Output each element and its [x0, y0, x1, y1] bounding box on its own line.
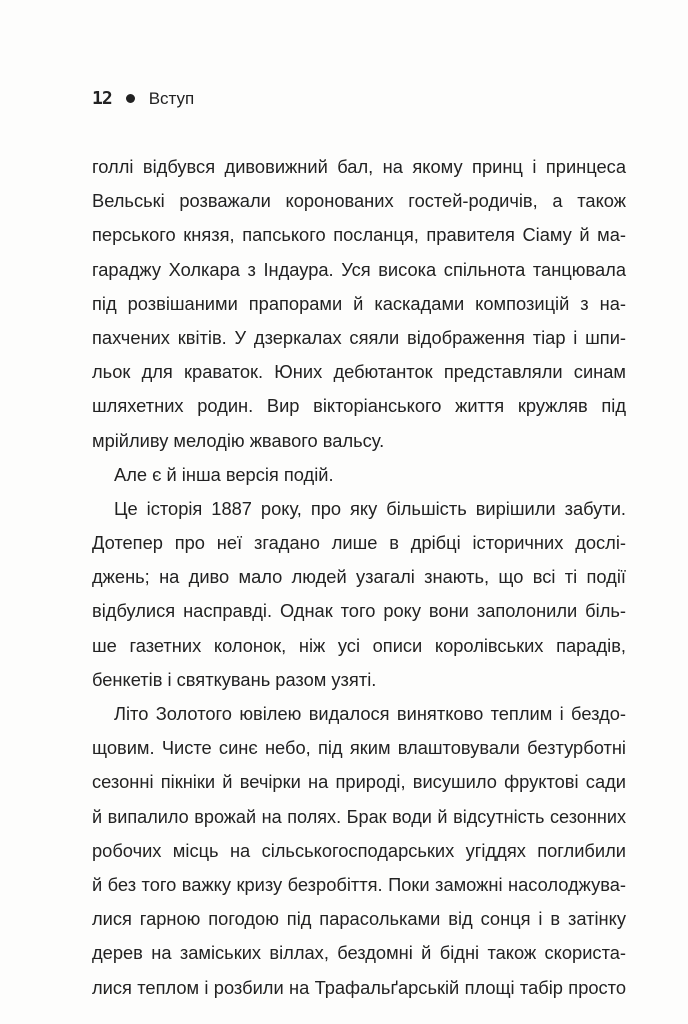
body-text: [92, 150, 626, 1005]
text-line: пахчених квітів. У дзеркалах сяяли відображення тіар і шпи-: [92, 326, 626, 348]
text-line: відбулися насправді. Однак того року вони заполонили біль-: [92, 600, 626, 622]
text-line: Але є й інша версія подій.: [114, 463, 334, 485]
text-line: Це історія 1887 року, про яку більшість вирішили забути.: [114, 497, 626, 519]
text-line: щовим. Чисте синє небо, під яким влаштовували безтурботні: [92, 737, 626, 759]
text-line: бенкетів і святкувань разом узяті.: [92, 668, 377, 690]
paragraph: [92, 458, 626, 492]
paragraph: [92, 150, 626, 458]
text-line: сезонні пікніки й вечірки на природі, висушило фруктові сади: [92, 771, 626, 793]
text-line: шляхетних родин. Вир вікторіанського життя кружляв під: [92, 395, 626, 417]
text-line: Літо Золотого ювілею видалося винятково теплим і бездо-: [114, 703, 626, 724]
text-line: гараджу Холкара з Індаура. Уся висока спільнота танцювала: [92, 258, 626, 280]
text-line: перського князя, папського посланця, правителя Сіаму й ма-: [92, 224, 626, 246]
text-line: джень; на диво мало людей узагалі знають, що всі ті події: [92, 566, 626, 588]
paragraph: [92, 492, 626, 697]
text-line: робочих місць на сільськогосподарських угіддях поглибили: [92, 839, 626, 861]
text-line: ше газетних колонок, ніж усі описи королівських парадів,: [92, 634, 626, 656]
text-line: під розвішаними прапорами й каскадами композицій з на-: [92, 292, 626, 314]
text-line: Дотепер про неї згадано лише в дрібці історичних дослі-: [92, 532, 626, 554]
section-title: Вступ: [148, 88, 195, 108]
running-header: [92, 88, 194, 109]
text-line: й випалило врожай на полях. Брак води й відсутність сезонних: [92, 806, 626, 827]
paragraph: [92, 697, 626, 1005]
text-line: лися гарною погодою під парасольками від сонця і в затінку: [92, 908, 626, 930]
text-line: лися теплом і розбили на Трафальґарській площі табір просто: [92, 976, 626, 998]
text-line: голлі відбувся дивовижний бал, на якому принц і принцеса: [92, 156, 626, 177]
bullet-icon: [126, 94, 135, 103]
text-line: й без того важку кризу безробіття. Поки заможні насолоджува-: [92, 873, 626, 895]
text-line: дерев на заміських віллах, бездомні й бідні також скориста-: [92, 942, 626, 964]
text-line: льок для краваток. Юних дебютанток представляли синам: [92, 361, 626, 383]
page-number: 12: [92, 88, 112, 109]
text-line: Вельські розважали коронованих гостей-родичів, а також: [92, 190, 626, 212]
text-line: мрійливу мелодію жвавого вальсу.: [92, 429, 385, 451]
